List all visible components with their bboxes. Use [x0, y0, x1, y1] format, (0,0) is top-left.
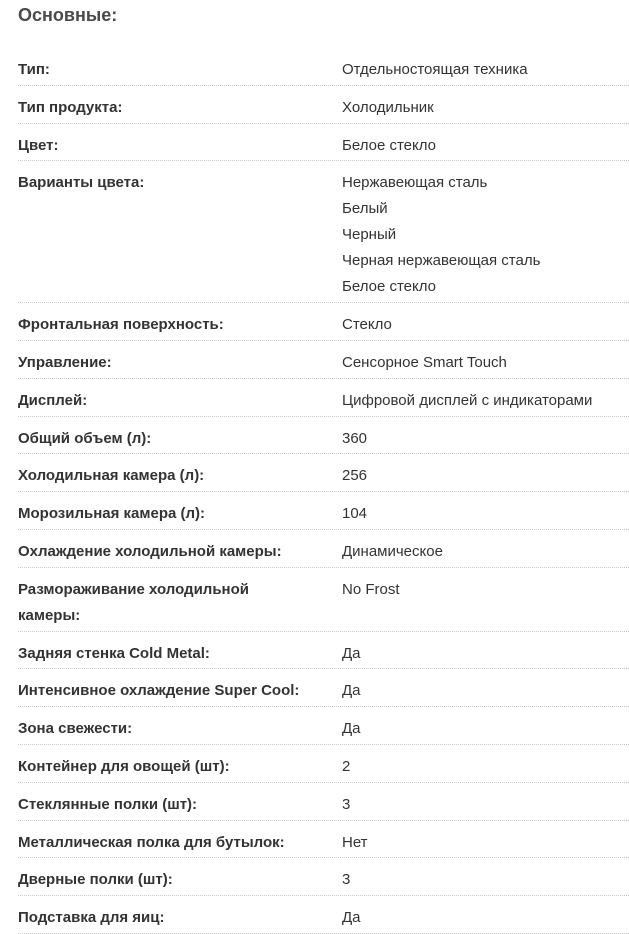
spec-value-line: Черный: [342, 226, 397, 244]
spec-row: [18, 530, 629, 568]
spec-label: Дисплей:: [18, 391, 88, 409]
spec-row: [18, 896, 629, 934]
spec-value-line: Черная нержавеющая сталь: [342, 252, 541, 270]
spec-value: [342, 530, 629, 567]
spec-row: [18, 124, 629, 162]
spec-value: [342, 86, 629, 123]
spec-row: [18, 707, 629, 745]
spec-value-line: Отдельностоящая техника: [342, 61, 528, 78]
spec-value: [342, 858, 629, 895]
spec-value: [342, 454, 629, 491]
spec-label: Металлическая полка для бутылок:: [18, 833, 285, 851]
spec-value-line: 3: [342, 795, 351, 813]
spec-value-line: Да: [342, 720, 361, 738]
spec-value-line: Динамическое: [342, 542, 443, 560]
spec-row: [18, 379, 629, 417]
spec-label: Общий объем (л):: [18, 429, 152, 447]
spec-row: [18, 492, 629, 530]
spec-row: [18, 568, 629, 632]
spec-value-line: 256: [342, 467, 368, 485]
spec-value-line: Да: [342, 909, 361, 927]
spec-value-line: No Frost: [342, 580, 400, 598]
spec-label: Тип продукта:: [18, 98, 123, 116]
spec-value: [342, 783, 629, 820]
spec-row: [18, 161, 629, 303]
spec-row: [18, 454, 629, 492]
spec-value: [342, 341, 629, 378]
spec-value: [342, 379, 629, 416]
spec-row: [18, 821, 629, 859]
spec-value-line: Белое стекло: [342, 278, 436, 296]
spec-value-line: 2: [342, 757, 351, 775]
spec-value: [342, 568, 629, 631]
spec-value-line: Да: [342, 682, 361, 700]
spec-label: Варианты цвета:: [18, 174, 145, 192]
spec-value: [342, 632, 629, 669]
spec-row: [18, 417, 629, 455]
spec-label: Цвет:: [18, 136, 59, 154]
spec-label: Интенсивное охлаждение Super Cool:: [18, 682, 300, 700]
spec-label: Задняя стенка Cold Metal:: [18, 644, 210, 662]
spec-value-line: Белый: [342, 200, 388, 218]
spec-value-line: Нет: [342, 833, 368, 851]
spec-row: [18, 86, 629, 124]
spec-value-line: Нержавеющая сталь: [342, 174, 488, 192]
spec-list: [18, 48, 629, 934]
spec-value-line: Белое стекло: [342, 136, 436, 154]
spec-label: Размораживание холодильной камеры:: [18, 580, 249, 624]
spec-row: [18, 341, 629, 379]
spec-value-line: Цифровой дисплей с индикаторами: [342, 391, 593, 409]
spec-value-line: 360: [342, 429, 368, 447]
spec-label: Контейнер для овощей (шт):: [18, 757, 230, 775]
spec-value: [342, 492, 629, 529]
spec-value-line: Да: [342, 644, 361, 662]
spec-value: [342, 896, 629, 933]
spec-label: Фронтальная поверхность:: [18, 316, 224, 334]
spec-row: [18, 48, 629, 86]
spec-value: [342, 303, 629, 340]
spec-value: [342, 707, 629, 744]
spec-label: Морозильная камера (л):: [18, 505, 206, 523]
spec-value-line: Холодильник: [342, 98, 434, 116]
spec-label: Зона свежести:: [18, 720, 133, 738]
spec-value: [342, 161, 629, 302]
spec-label: Дверные полки (шт):: [18, 871, 173, 889]
spec-value: [342, 745, 629, 782]
spec-value-line: Сенсорное Smart Touch: [342, 353, 507, 371]
spec-value: [342, 124, 629, 161]
spec-row: [18, 632, 629, 670]
spec-value: [342, 417, 629, 454]
spec-row: [18, 745, 629, 783]
spec-row: [18, 303, 629, 341]
spec-value-line: 104: [342, 505, 368, 523]
spec-value-line: Стекло: [342, 316, 392, 334]
spec-label: Стеклянные полки (шт):: [18, 795, 198, 813]
spec-row: [18, 669, 629, 707]
spec-value: [342, 48, 629, 85]
spec-value: [342, 821, 629, 858]
spec-label: Управление:: [18, 353, 112, 371]
spec-label: Подставка для яиц:: [18, 909, 165, 927]
spec-label: Холодильная камера (л):: [18, 467, 205, 485]
spec-label: Охлаждение холодильной камеры:: [18, 542, 282, 560]
spec-label: Тип:: [18, 61, 50, 78]
spec-value: [342, 669, 629, 706]
section-title: Основные:: [18, 5, 118, 25]
spec-row: [18, 858, 629, 896]
spec-row: [18, 783, 629, 821]
spec-value-line: 3: [342, 871, 351, 889]
